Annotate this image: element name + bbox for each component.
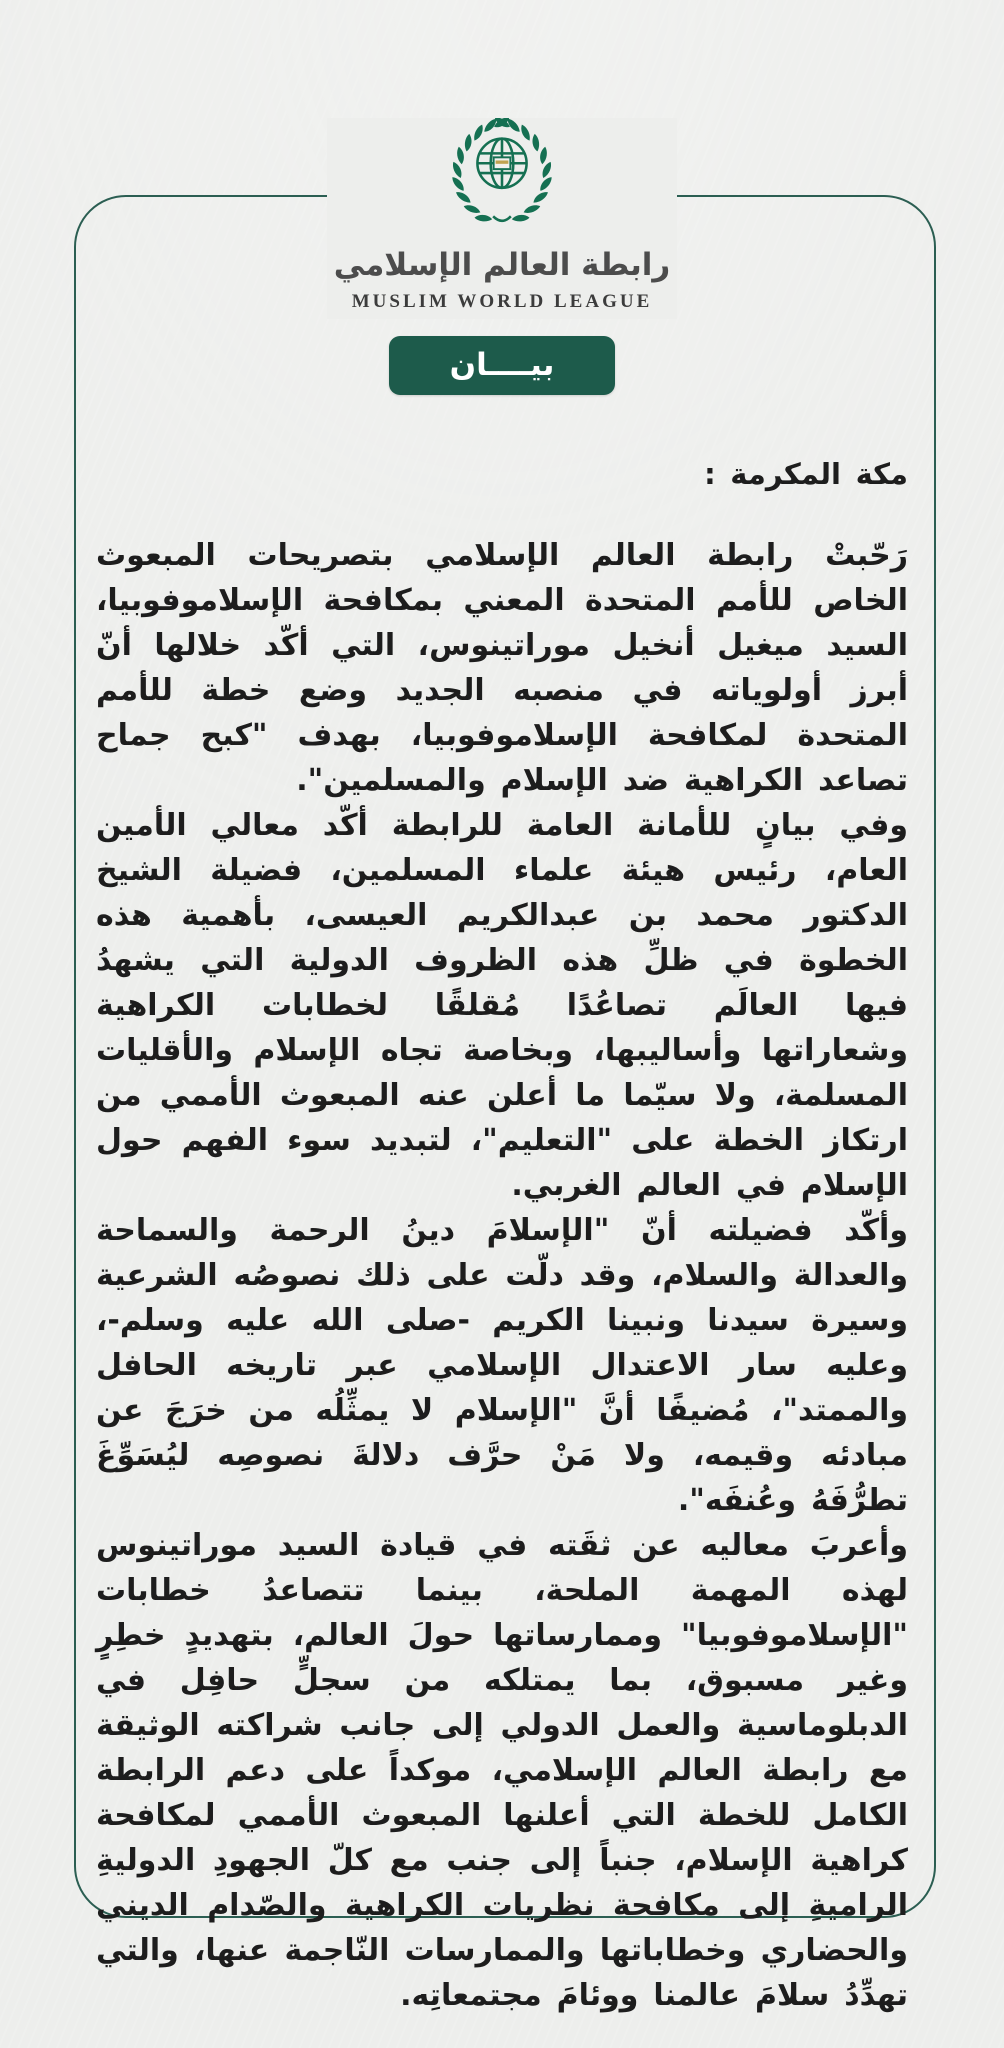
statement-banner <box>389 336 615 395</box>
statement-paragraph-2: وفي بيانٍ للأمانة العامة للرابطة أكّد معالي الأمين العام، رئيس هيئة علماء المسلمين، فضيلة الشيخ الدكتور محمد بن عبدالكريم العيسى، بأهمية هذه الخطوة في ظلِّ هذه الظروف الدولية التي يشهدُ فيها العالَم تصاعُدًا مُقلقًا لخطابات الكراهية وشعاراتها وأساليبها، وبخاصة تجاه الإسلام والأقليات المسلمة، ولا سيّما ما أعلن عنه المبعوث الأممي من ارتكاز الخطة على "التعليم"، لتبديد سوء الفهم حول الإسلام في العالم الغربي. <box>96 808 908 1203</box>
mwl-arabic-logotype: رابطة العالم الإسلامي <box>333 247 671 283</box>
statement-paragraph-3: وأكّد فضيلته أنّ "الإسلامَ دينُ الرحمة والسماحة والعدالة والسلام، وقد دلّت على ذلك نصوصُه الشرعية وسيرة سيدنا ونبينا الكريم -صلى الله عليه وسلم-، وعليه سار الاعتدال الإسلامي عبر تاريخه الحافل والممتد"، مُضيفًا أنَّ "الإسلام لا يمثِّلُه من خرَجَ عن مبادئه وقيمه، ولا مَنْ حرَّف دلالةَ نصوصِه ليُسَوِّغَ تطرُّفَهُ وعُنفَه". <box>96 1213 908 1518</box>
logo-block <box>327 118 677 319</box>
statement-paragraph-4: وأعربَ معاليه عن ثقَته في قيادة السيد موراتينوس لهذه المهمة الملحة، بينما تتصاعدُ خطابات "الإسلاموفوبيا" وممارساتها حولَ العالم، بتهديدٍ خطِرٍ وغير مسبوق، بما يمتلكه من سجلٍّ حافِل في الدبلوماسية والعمل الدولي إلى جانب شراكته الوثيقة مع رابطة العالم الإسلامي، موكداً على دعم الرابطة الكامل للخطة التي أعلنها المبعوث الأممي لمكافحة كراهية الإسلام، جنباً إلى جنب مع كلّ الجهودِ الدوليةِ الراميةِ إلى مكافحة نظريات الكراهية والصّدام الديني والحضاري وخطاباتها والممارسات النّاجمة عنها، والتي تهدِّدُ سلامَ عالمنا ووئامَ مجتمعاتِه. <box>96 1528 908 2013</box>
statement-body <box>96 452 908 2018</box>
banner-label: بيــــان <box>449 347 555 383</box>
dateline: مكة المكرمة : <box>704 457 908 491</box>
mwl-emblem-icon <box>443 118 561 236</box>
statement-paragraph-1: رَحّبتْ رابطة العالم الإسلامي بتصريحات المبعوث الخاص للأمم المتحدة المعني بمكافحة الإسلاموفوبيا، السيد ميغيل أنخيل موراتينوس، التي أكّد خلالها أنّ أبرز أولوياته في منصبه الجديد وضع خطة للأمم المتحدة لمكافحة الإسلاموفوبيا، بهدف "كبح جماح تصاعد الكراهية ضد الإسلام والمسلمين". <box>96 538 908 798</box>
mwl-english-name: MUSLIM WORLD LEAGUE <box>351 290 653 312</box>
